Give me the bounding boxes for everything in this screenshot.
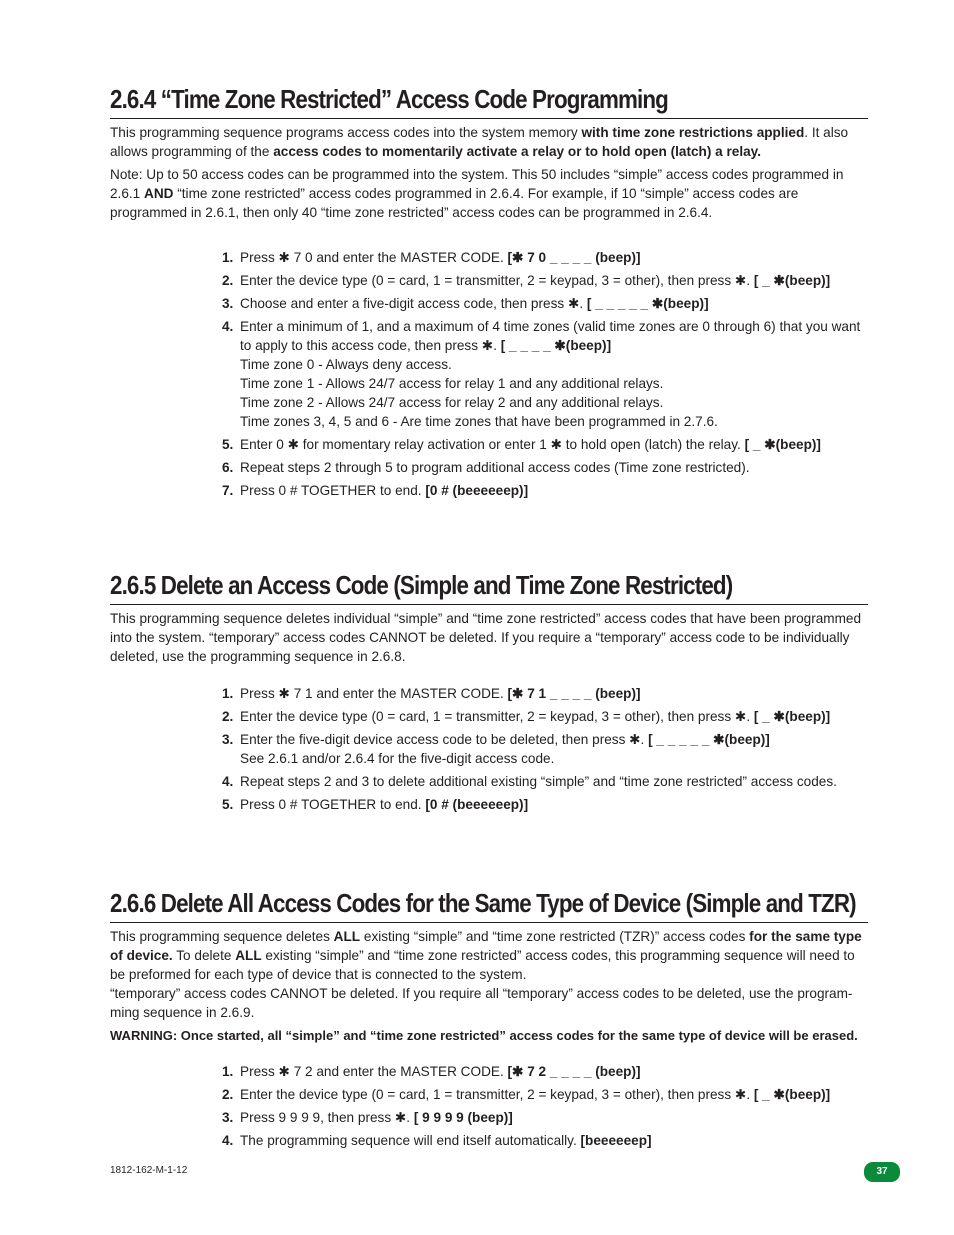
step-keys: [✱ 7 0 _ _ _ _ (beep)] [507,250,641,265]
step-number: 1. [222,1064,234,1079]
warning-text: WARNING: Once started, all “simple” and “time zone restricted” access codes for the same type of device will be erased. [110,1028,858,1043]
section-2-6-4 [110,84,868,226]
step-number: 1. [222,686,234,701]
step-item [222,684,862,703]
note-bold: AND [144,186,174,201]
step-keys: [ 9 9 9 9 (beep)] [413,1110,513,1125]
note-paragraph [110,165,868,222]
intro-text: existing “simple” and “time zone restricted (TZR)” access codes [360,929,750,944]
step-item [222,317,862,431]
step-keys: [ _ ✱(beep)] [753,709,831,724]
intro-bold: for the same type of device. [110,929,862,963]
step-number: 3. [222,1110,234,1125]
step-text: The programming sequence will end itself automatically. [240,1133,581,1148]
step-keys: [ _ _ _ _ ✱(beep)] [500,338,612,353]
step-item [222,481,862,500]
step-text: Press 0 # TOGETHER to end. [240,797,426,812]
section-title: 2.6.5 Delete an Access Code (Simple and Time Zone Restricted) [110,570,733,600]
step-keys: [✱ 7 1 _ _ _ _ (beep)] [507,686,641,701]
step-number: 2. [222,709,234,724]
step-item [222,1062,862,1081]
step-number: 4. [222,319,234,334]
intro-text: This programming sequence deletes [110,929,334,944]
intro-bold: ALL [333,929,361,944]
intro-text: To delete [172,948,236,963]
title-rule [110,604,868,605]
title-rule [110,922,868,923]
steps-2-6-6 [222,1062,862,1154]
step-number: 2. [222,1087,234,1102]
section-title: 2.6.4 “Time Zone Restricted” Access Code Programming [110,84,668,114]
step-text: Press ✱ 7 0 and enter the MASTER CODE. [240,250,508,265]
intro-paragraph [110,123,868,161]
document-code: 1812-162-M-1-12 [110,1165,188,1176]
step-number: 2. [222,273,234,288]
step-keys: [0 # (beeeeeep)] [425,483,529,498]
step-item [222,772,862,791]
step-keys: [ _ ✱(beep)] [753,273,831,288]
step-text: Press ✱ 7 1 and enter the MASTER CODE. [240,686,508,701]
step-number: 4. [222,1133,234,1148]
step-keys: [ _ ✱(beep)] [744,437,821,452]
intro-text: . It also allows programming of the [110,125,849,159]
title-rule [110,118,868,119]
step-text: Press ✱ 7 2 and enter the MASTER CODE. [240,1064,508,1079]
step-keys: [ _ ✱(beep)] [753,1087,831,1102]
step-number: 7. [222,483,234,498]
intro-paragraph [110,927,868,984]
step-text: Enter the device type (0 = card, 1 = transmitter, 2 = keypad, 3 = other), then press ✱. [240,273,754,288]
step-item [222,435,862,454]
intro-text: existing “simple” and “time zone restricted” access codes, this programming sequence will need to be preformed for each type of device that is connected to the system. [110,948,855,982]
step-item [222,795,862,814]
step-number: 5. [222,437,234,452]
section-2-6-6 [110,888,868,1049]
step-keys: [beeeeeep] [580,1133,652,1148]
section-title: 2.6.6 Delete All Access Codes for the Same Type of Device (Simple and TZR) [110,888,856,918]
note-text: “time zone restricted” access codes programmed in 2.6.4. For example, if 10 “simple” access codes are programmed in 2.6.1, then only 40 “time zone restricted” access codes can be programmed in 2.6.4. [110,186,799,220]
step-item [222,248,862,267]
temporary-note: “temporary” access codes CANNOT be deleted. If you require all “temporary” access codes to be deleted, use the program-ming sequence in 2.6.9. [110,986,853,1020]
step-number: 3. [222,296,234,311]
step-item [222,294,862,313]
step-subnote: See 2.6.1 and/or 2.6.4 for the five-digit access code. [240,751,555,766]
page-number-badge: 37 [864,1162,900,1182]
step-text: Repeat steps 2 and 3 to delete additional existing “simple” and “time zone restricted” access codes. [240,774,837,789]
step-text: Enter 0 ✱ for momentary relay activation or enter 1 ✱ to hold open (latch) the relay. [240,437,745,452]
step-item [222,707,862,726]
intro-bold: access codes to momentarily activate a relay or to hold open (latch) a relay. [273,144,761,159]
time-zone-line: Time zone 1 - Allows 24/7 access for relay 1 and any additional relays. [240,376,664,391]
step-keys: [ _ _ _ _ _ ✱(beep)] [586,296,709,311]
steps-2-6-4 [222,248,862,504]
intro-paragraph: This programming sequence deletes individual “simple” and “time zone restricted” access codes that have been programmed into the system. “temporary” access codes CANNOT be deleted. If you require a “temporary” access code to be individually deleted, use the programming sequence in 2.6.8. [110,611,862,664]
step-number: 6. [222,460,234,475]
step-item [222,271,862,290]
step-keys: [✱ 7 2 _ _ _ _ (beep)] [507,1064,641,1079]
step-item [222,1131,862,1150]
step-text: Enter the five-digit device access code to be deleted, then press ✱. [240,732,649,747]
step-keys: [0 # (beeeeeep)] [425,797,529,812]
intro-bold: with time zone restrictions applied [581,125,805,140]
step-text: Enter the device type (0 = card, 1 = transmitter, 2 = keypad, 3 = other), then press ✱. [240,709,754,724]
step-number: 1. [222,250,234,265]
step-text: Enter a minimum of 1, and a maximum of 4 time zones (valid time zones are 0 through 6) that you want to apply to this access code, then press ✱. [240,319,861,353]
section-2-6-5 [110,570,868,670]
step-number: 3. [222,732,234,747]
step-keys: [ _ _ _ _ _ ✱(beep)] [648,732,770,747]
step-item [222,458,862,477]
step-number: 4. [222,774,234,789]
step-text: Repeat steps 2 through 5 to program additional access codes (Time zone restricted). [240,460,750,475]
step-text: Choose and enter a five-digit access code, then press ✱. [240,296,587,311]
step-item [222,1108,862,1127]
time-zone-line: Time zone 0 - Always deny access. [240,357,452,372]
step-text: Press 0 # TOGETHER to end. [240,483,426,498]
step-item [222,1085,862,1104]
step-text: Press 9 9 9 9, then press ✱. [240,1110,414,1125]
time-zone-line: Time zone 2 - Allows 24/7 access for relay 2 and any additional relays. [240,395,664,410]
intro-text: This programming sequence programs access codes into the system memory [110,125,582,140]
step-item [222,730,862,768]
note-text: Note: Up to 50 access codes can be programmed into the system. This 50 includes “simple” access codes programmed in 2.6.1 [110,167,844,201]
step-text: Enter the device type (0 = card, 1 = transmitter, 2 = keypad, 3 = other), then press ✱. [240,1087,754,1102]
steps-2-6-5 [222,684,862,818]
time-zone-line: Time zones 3, 4, 5 and 6 - Are time zones that have been programmed in 2.7.6. [240,414,718,429]
intro-bold: ALL [235,948,262,963]
step-number: 5. [222,797,234,812]
